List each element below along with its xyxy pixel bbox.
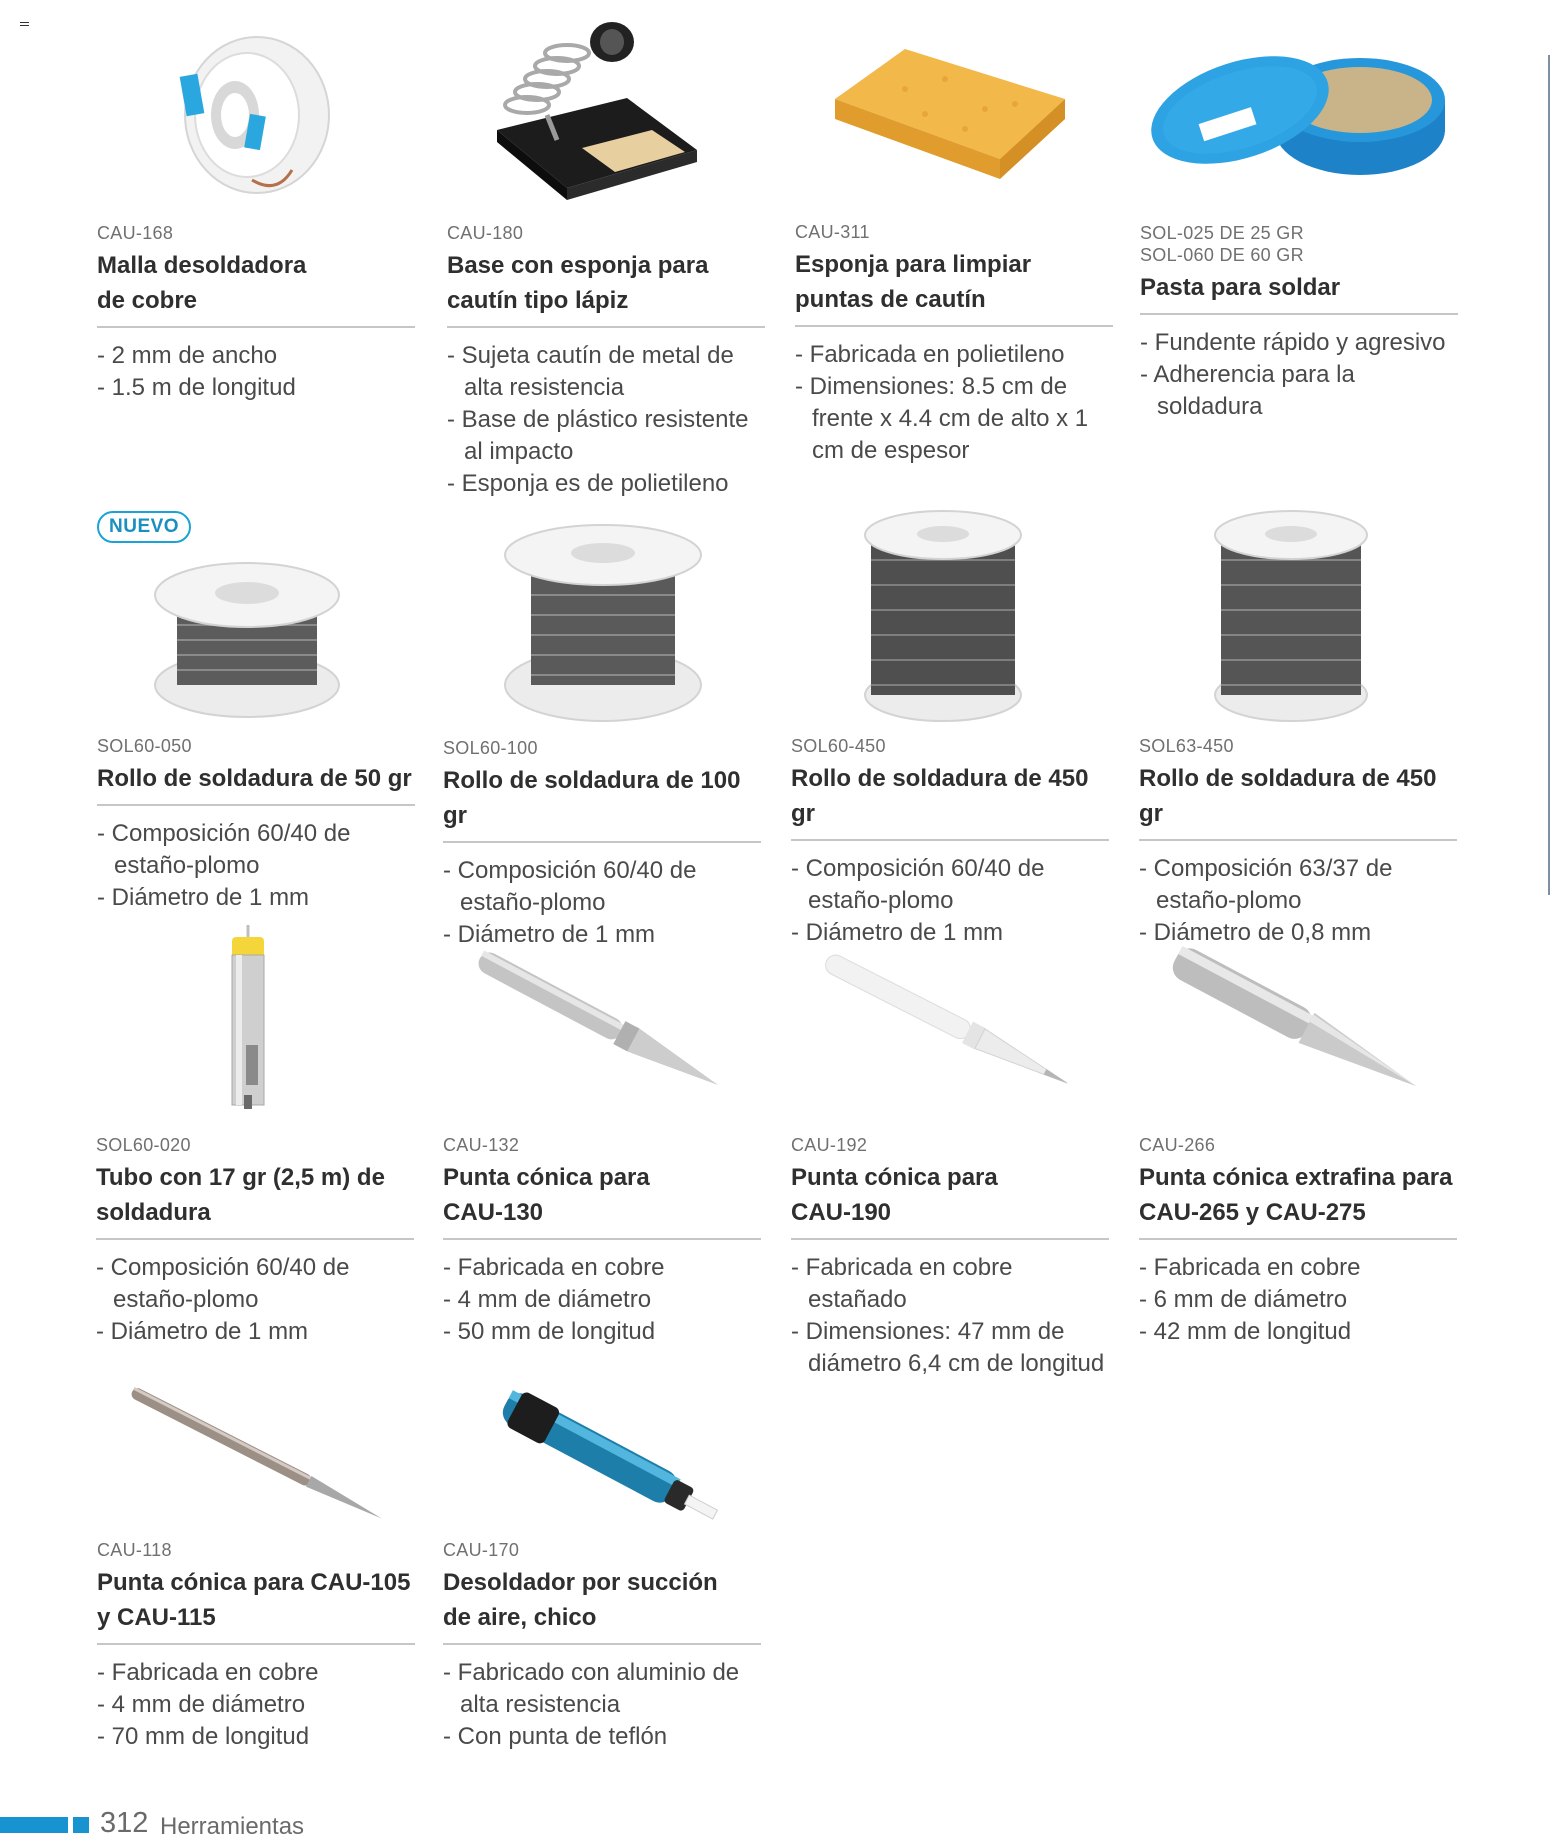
- divider: [795, 325, 1113, 327]
- product-code: SOL60-050: [97, 736, 192, 756]
- spec-item: - Diámetro de 0,8 mm: [1139, 919, 1372, 946]
- spec-item: - Fundente rápido y agresivo: [1140, 329, 1446, 356]
- product-card: [791, 925, 1111, 1380]
- product-title: Desoldador por succión de aire, chico: [443, 1569, 718, 1631]
- product-codes: [96, 1134, 416, 1156]
- product-title: Esponja para limpiar puntas de cautín: [795, 251, 1032, 313]
- product-code: CAU-311: [795, 222, 870, 242]
- spec-list: [791, 1252, 1111, 1380]
- spec-item: - Fabricada en cobre: [443, 1254, 665, 1281]
- iron-stand-icon: [447, 20, 767, 210]
- spec-item: - Base de plástico resistente al impacto: [447, 406, 749, 465]
- spec-item: - Dimensiones: 47 mm de diámetro 6,4 cm de longitud: [791, 1318, 1105, 1377]
- spec-item: - 6 mm de diámetro: [1139, 1286, 1348, 1313]
- spec-item: - Adherencia para la soldadura: [1140, 361, 1355, 420]
- product-code: CAU-192: [791, 1135, 868, 1155]
- product-card: [97, 515, 417, 914]
- product-codes: [791, 1134, 1111, 1156]
- spec-item: - Fabricada en polietileno: [795, 341, 1065, 368]
- product-card: [791, 510, 1111, 949]
- spec-item: - 4 mm de diámetro: [97, 1691, 306, 1718]
- spec-item: - Esponja es de polietileno: [447, 470, 729, 497]
- product-codes: [1140, 222, 1460, 266]
- divider: [97, 326, 415, 328]
- spec-list: [97, 340, 417, 404]
- spec-list: [1139, 1252, 1459, 1348]
- product-card: [1139, 510, 1459, 949]
- divider: [443, 1238, 761, 1240]
- product-card: [795, 19, 1115, 467]
- conical-tip-thick-icon: [1139, 925, 1459, 1125]
- product-codes: [447, 222, 767, 244]
- product-codes: [97, 222, 417, 244]
- divider: [97, 804, 415, 806]
- corner-mark: [20, 22, 29, 28]
- spec-list: [1140, 327, 1460, 423]
- spec-item: - 42 mm de longitud: [1139, 1318, 1352, 1345]
- product-codes: [443, 737, 763, 759]
- product-card: [443, 1380, 763, 1753]
- product-card: [96, 925, 416, 1348]
- product-title: Rollo de soldadura de 450 gr: [1139, 765, 1437, 827]
- product-code: CAU-180: [447, 223, 524, 243]
- spec-list: [447, 340, 767, 500]
- spec-list: [443, 1657, 763, 1753]
- spec-item: - Fabricada en cobre estañado: [791, 1254, 1013, 1313]
- product-card: [443, 925, 763, 1348]
- divider: [1140, 313, 1458, 315]
- spec-list: [443, 1252, 763, 1348]
- divider: [96, 1238, 414, 1240]
- divider: [447, 326, 765, 328]
- product-code: CAU-266: [1139, 1135, 1216, 1155]
- spec-item: - Con punta de teflón: [443, 1723, 668, 1750]
- desoldering-braid-icon: [97, 20, 417, 210]
- product-code: SOL60-100: [443, 738, 538, 758]
- spec-item: - Sujeta cautín de metal de alta resistencia: [447, 342, 734, 401]
- spec-item: - Fabricado con aluminio de alta resistencia: [443, 1659, 740, 1718]
- spec-item: - Dimensiones: 8.5 cm de frente x 4.4 cm de alto x 1 cm de espesor: [795, 373, 1089, 464]
- solder-spool-icon: [443, 515, 763, 727]
- product-code: SOL60-020: [96, 1135, 191, 1155]
- pencil-tip-icon: [97, 1380, 417, 1530]
- spec-list: [97, 818, 417, 914]
- spec-list: [96, 1252, 416, 1348]
- solder-spool-icon: [97, 515, 417, 727]
- solder-spool-large-icon: [1139, 510, 1459, 727]
- conical-tip-white-icon: [791, 925, 1111, 1125]
- spec-item: - Diámetro de 1 mm: [443, 921, 656, 948]
- spec-item: - Diámetro de 1 mm: [96, 1318, 309, 1345]
- spec-item: - 4 mm de diámetro: [443, 1286, 652, 1313]
- solder-tube-icon: [96, 925, 416, 1125]
- spec-item: - Composición 63/37 de estaño-plomo: [1139, 855, 1393, 914]
- product-codes: [795, 221, 1115, 243]
- divider: [443, 841, 761, 843]
- spec-item: - Diámetro de 1 mm: [97, 884, 310, 911]
- brand-logo-icon: [73, 1817, 89, 1833]
- product-card: [97, 20, 417, 404]
- divider: [443, 1643, 761, 1645]
- product-codes: [97, 1539, 417, 1561]
- spec-list: [97, 1657, 417, 1753]
- spec-item: - Composición 60/40 de estaño-plomo: [96, 1254, 350, 1313]
- sponge-icon: [795, 19, 1115, 209]
- product-title: Punta cónica para CAU-130: [443, 1164, 650, 1226]
- page-footer: [0, 1807, 1550, 1840]
- product-title: Base con esponja para cautín tipo lápiz: [447, 252, 709, 314]
- spec-item: - Fabricada en cobre: [1139, 1254, 1361, 1281]
- spec-item: - 70 mm de longitud: [97, 1723, 310, 1750]
- product-code: SOL63-450: [1139, 736, 1234, 756]
- product-card: [443, 515, 763, 951]
- divider: [791, 839, 1109, 841]
- desoldering-pump-icon: [443, 1380, 763, 1530]
- product-card: [447, 20, 767, 500]
- product-title: Tubo con 17 gr (2,5 m) de soldadura: [96, 1164, 385, 1226]
- product-codes: [443, 1134, 763, 1156]
- spec-item: - Composición 60/40 de estaño-plomo: [443, 857, 697, 916]
- product-card: [1140, 20, 1460, 423]
- product-title: Rollo de soldadura de 100 gr: [443, 767, 741, 829]
- product-code: SOL-025 DE 25 GR: [1140, 223, 1304, 243]
- spec-item: - Composición 60/40 de estaño-plomo: [97, 820, 351, 879]
- page-number: 312: [100, 1807, 149, 1839]
- footer-accent-bar: [0, 1817, 68, 1833]
- spec-item: - 2 mm de ancho: [97, 342, 278, 369]
- product-title: Rollo de soldadura de 450 gr: [791, 765, 1089, 827]
- product-code: CAU-168: [97, 223, 174, 243]
- spec-item: - 50 mm de longitud: [443, 1318, 656, 1345]
- solder-spool-large-icon: [791, 510, 1111, 727]
- spec-list: [795, 339, 1115, 467]
- new-badge: NUEVO: [97, 511, 191, 543]
- divider: [791, 1238, 1109, 1240]
- product-code: SOL-060 DE 60 GR: [1140, 245, 1304, 265]
- product-card: [97, 1380, 417, 1753]
- product-codes: [443, 1539, 763, 1561]
- flux-paste-icon: [1140, 20, 1460, 220]
- divider: [1139, 1238, 1457, 1240]
- section-name: Herramientas: [160, 1813, 305, 1840]
- product-codes: [1139, 1134, 1459, 1156]
- product-code: CAU-132: [443, 1135, 520, 1155]
- conical-tip-icon: [443, 925, 763, 1125]
- spec-item: - Fabricada en cobre: [97, 1659, 319, 1686]
- product-code: CAU-170: [443, 1540, 520, 1560]
- spec-item: - 1.5 m de longitud: [97, 374, 296, 401]
- spec-item: - Diámetro de 1 mm: [791, 919, 1004, 946]
- product-card: [1139, 925, 1459, 1348]
- product-code: SOL60-450: [791, 736, 886, 756]
- product-codes: [791, 735, 1111, 757]
- product-title: Rollo de soldadura de 50 gr: [97, 765, 412, 792]
- spec-item: - Composición 60/40 de estaño-plomo: [791, 855, 1045, 914]
- product-codes: [1139, 735, 1459, 757]
- product-title: Punta cónica para CAU-105 y CAU-115: [97, 1569, 411, 1631]
- product-title: Malla desoldadora de cobre: [97, 252, 307, 314]
- product-title: Punta cónica extrafina para CAU-265 y CAU-275: [1139, 1164, 1453, 1226]
- product-codes: [97, 735, 417, 757]
- divider: [97, 1643, 415, 1645]
- product-code: CAU-118: [97, 1540, 172, 1560]
- product-title: Punta cónica para CAU-190: [791, 1164, 998, 1226]
- product-title: Pasta para soldar: [1140, 274, 1341, 301]
- divider: [1139, 839, 1457, 841]
